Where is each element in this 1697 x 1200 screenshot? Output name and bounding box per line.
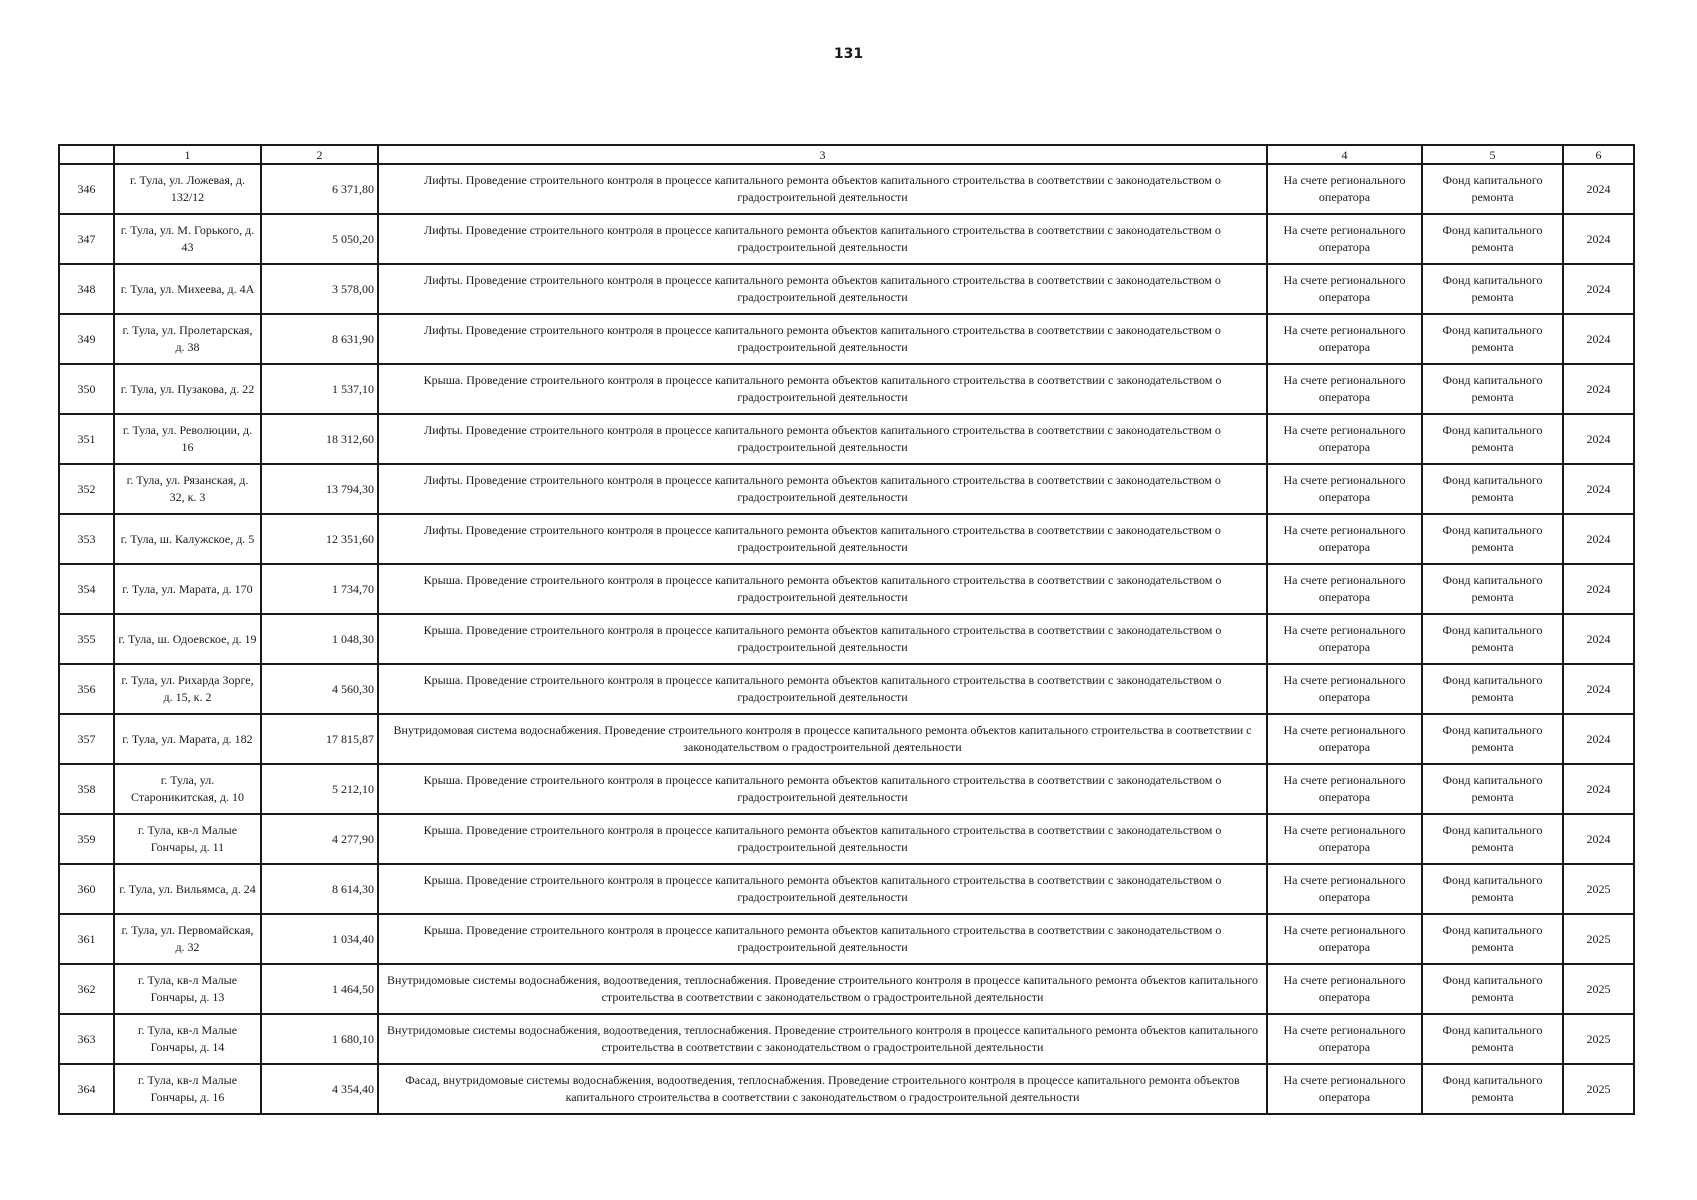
- funding-source-cell: Фонд капитального ремонта: [1422, 164, 1563, 214]
- address-cell: г. Тула, ш. Одоевское, д. 19: [114, 614, 261, 664]
- work-description-cell: Фасад, внутридомовые системы водоснабжения, водоотведения, теплоснабжения. Проведение строительного контроля в процессе капитального ремонта объектов капитального строительства в соответствии с законодательством о градостроительной деятельности: [378, 1064, 1267, 1114]
- row-number: 353: [59, 514, 114, 564]
- address-cell: г. Тула, ул. Пузакова, д. 22: [114, 364, 261, 414]
- account-cell: На счете регионального оператора: [1267, 364, 1422, 414]
- row-number: 346: [59, 164, 114, 214]
- year-cell: 2025: [1563, 1014, 1634, 1064]
- row-number: 358: [59, 764, 114, 814]
- work-schedule-table: [58, 144, 1635, 1115]
- row-number: 359: [59, 814, 114, 864]
- amount-cell: 12 351,60: [261, 514, 378, 564]
- header-cell-address: 1: [114, 145, 261, 164]
- address-cell: г. Тула, ул. Первомайская, д. 32: [114, 914, 261, 964]
- row-number: 350: [59, 364, 114, 414]
- address-cell: г. Тула, ул. Революции, д. 16: [114, 414, 261, 464]
- work-description-cell: Внутридомовая система водоснабжения. Проведение строительного контроля в процессе капитального ремонта объектов капитального строительства в соответствии с законодательством о градостроительной деятельности: [378, 714, 1267, 764]
- year-cell: 2025: [1563, 964, 1634, 1014]
- row-number: 349: [59, 314, 114, 364]
- work-description-cell: Крыша. Проведение строительного контроля в процессе капитального ремонта объектов капитального строительства в соответствии с законодательством о градостроительной деятельности: [378, 864, 1267, 914]
- table-row: [59, 814, 1634, 864]
- work-description-cell: Внутридомовые системы водоснабжения, водоотведения, теплоснабжения. Проведение строительного контроля в процессе капитального ремонта объектов капитального строительства в соответствии с законодательством о градостроительной деятельности: [378, 964, 1267, 1014]
- header-row: [59, 145, 1634, 164]
- year-cell: 2024: [1563, 314, 1634, 364]
- row-number: 361: [59, 914, 114, 964]
- amount-cell: 1 680,10: [261, 1014, 378, 1064]
- work-description-cell: Внутридомовые системы водоснабжения, водоотведения, теплоснабжения. Проведение строительного контроля в процессе капитального ремонта объектов капитального строительства в соответствии с законодательством о градостроительной деятельности: [378, 1014, 1267, 1064]
- table-row: [59, 1064, 1634, 1114]
- amount-cell: 1 464,50: [261, 964, 378, 1014]
- funding-source-cell: Фонд капитального ремонта: [1422, 214, 1563, 264]
- table-row: [59, 214, 1634, 264]
- address-cell: г. Тула, ул. Ложевая, д. 132/12: [114, 164, 261, 214]
- amount-cell: 3 578,00: [261, 264, 378, 314]
- row-number: 352: [59, 464, 114, 514]
- row-number: 356: [59, 664, 114, 714]
- address-cell: г. Тула, кв-л Малые Гончары, д. 16: [114, 1064, 261, 1114]
- work-description-cell: Крыша. Проведение строительного контроля в процессе капитального ремонта объектов капитального строительства в соответствии с законодательством о градостроительной деятельности: [378, 664, 1267, 714]
- funding-source-cell: Фонд капитального ремонта: [1422, 614, 1563, 664]
- account-cell: На счете регионального оператора: [1267, 214, 1422, 264]
- year-cell: 2024: [1563, 164, 1634, 214]
- funding-source-cell: Фонд капитального ремонта: [1422, 814, 1563, 864]
- header-cell-amount: 2: [261, 145, 378, 164]
- funding-source-cell: Фонд капитального ремонта: [1422, 1014, 1563, 1064]
- amount-cell: 1 034,40: [261, 914, 378, 964]
- account-cell: На счете регионального оператора: [1267, 914, 1422, 964]
- amount-cell: 5 212,10: [261, 764, 378, 814]
- funding-source-cell: Фонд капитального ремонта: [1422, 514, 1563, 564]
- work-description-cell: Лифты. Проведение строительного контроля в процессе капитального ремонта объектов капитального строительства в соответствии с законодательством о градостроительной деятельности: [378, 314, 1267, 364]
- account-cell: На счете регионального оператора: [1267, 1014, 1422, 1064]
- row-number: 348: [59, 264, 114, 314]
- account-cell: На счете регионального оператора: [1267, 414, 1422, 464]
- row-number: 362: [59, 964, 114, 1014]
- work-description-cell: Лифты. Проведение строительного контроля в процессе капитального ремонта объектов капитального строительства в соответствии с законодательством о градостроительной деятельности: [378, 214, 1267, 264]
- address-cell: г. Тула, ул. Пролетарская, д. 38: [114, 314, 261, 364]
- work-description-cell: Крыша. Проведение строительного контроля в процессе капитального ремонта объектов капитального строительства в соответствии с законодательством о градостроительной деятельности: [378, 814, 1267, 864]
- account-cell: На счете регионального оператора: [1267, 164, 1422, 214]
- header-cell-row-number: [59, 145, 114, 164]
- account-cell: На счете регионального оператора: [1267, 514, 1422, 564]
- address-cell: г. Тула, ул. Вильямса, д. 24: [114, 864, 261, 914]
- funding-source-cell: Фонд капитального ремонта: [1422, 464, 1563, 514]
- amount-cell: 1 537,10: [261, 364, 378, 414]
- row-number: 351: [59, 414, 114, 464]
- amount-cell: 4 277,90: [261, 814, 378, 864]
- year-cell: 2024: [1563, 264, 1634, 314]
- funding-source-cell: Фонд капитального ремонта: [1422, 964, 1563, 1014]
- table-row: [59, 714, 1634, 764]
- table-body: [59, 164, 1634, 1114]
- address-cell: г. Тула, кв-л Малые Гончары, д. 13: [114, 964, 261, 1014]
- amount-cell: 5 050,20: [261, 214, 378, 264]
- year-cell: 2024: [1563, 364, 1634, 414]
- amount-cell: 1 048,30: [261, 614, 378, 664]
- table-header: [59, 145, 1634, 164]
- address-cell: г. Тула, ул. Михеева, д. 4А: [114, 264, 261, 314]
- amount-cell: 1 734,70: [261, 564, 378, 614]
- year-cell: 2024: [1563, 214, 1634, 264]
- row-number: 354: [59, 564, 114, 614]
- account-cell: На счете регионального оператора: [1267, 964, 1422, 1014]
- work-description-cell: Крыша. Проведение строительного контроля в процессе капитального ремонта объектов капитального строительства в соответствии с законодательством о градостроительной деятельности: [378, 764, 1267, 814]
- table-row: [59, 864, 1634, 914]
- address-cell: г. Тула, кв-л Малые Гончары, д. 14: [114, 1014, 261, 1064]
- row-number: 347: [59, 214, 114, 264]
- year-cell: 2025: [1563, 914, 1634, 964]
- funding-source-cell: Фонд капитального ремонта: [1422, 664, 1563, 714]
- address-cell: г. Тула, ул. Староникитская, д. 10: [114, 764, 261, 814]
- table-row: [59, 264, 1634, 314]
- year-cell: 2024: [1563, 714, 1634, 764]
- funding-source-cell: Фонд капитального ремонта: [1422, 864, 1563, 914]
- year-cell: 2024: [1563, 564, 1634, 614]
- work-description-cell: Лифты. Проведение строительного контроля в процессе капитального ремонта объектов капитального строительства в соответствии с законодательством о градостроительной деятельности: [378, 414, 1267, 464]
- account-cell: На счете регионального оператора: [1267, 314, 1422, 364]
- table-row: [59, 464, 1634, 514]
- work-description-cell: Крыша. Проведение строительного контроля в процессе капитального ремонта объектов капитального строительства в соответствии с законодательством о градостроительной деятельности: [378, 364, 1267, 414]
- funding-source-cell: Фонд капитального ремонта: [1422, 914, 1563, 964]
- address-cell: г. Тула, ул. Рихарда Зорге, д. 15, к. 2: [114, 664, 261, 714]
- table-row: [59, 514, 1634, 564]
- year-cell: 2024: [1563, 464, 1634, 514]
- work-description-cell: Лифты. Проведение строительного контроля в процессе капитального ремонта объектов капитального строительства в соответствии с законодательством о градостроительной деятельности: [378, 514, 1267, 564]
- account-cell: На счете регионального оператора: [1267, 864, 1422, 914]
- table-row: [59, 314, 1634, 364]
- year-cell: 2024: [1563, 764, 1634, 814]
- table-row: [59, 164, 1634, 214]
- year-cell: 2024: [1563, 814, 1634, 864]
- work-description-cell: Крыша. Проведение строительного контроля в процессе капитального ремонта объектов капитального строительства в соответствии с законодательством о градостроительной деятельности: [378, 614, 1267, 664]
- work-description-cell: Лифты. Проведение строительного контроля в процессе капитального ремонта объектов капитального строительства в соответствии с законодательством о градостроительной деятельности: [378, 264, 1267, 314]
- table-row: [59, 564, 1634, 614]
- address-cell: г. Тула, ул. Марата, д. 170: [114, 564, 261, 614]
- table-row: [59, 364, 1634, 414]
- work-description-cell: Крыша. Проведение строительного контроля в процессе капитального ремонта объектов капитального строительства в соответствии с законодательством о градостроительной деятельности: [378, 914, 1267, 964]
- page-number: 131: [833, 46, 864, 62]
- amount-cell: 18 312,60: [261, 414, 378, 464]
- amount-cell: 4 560,30: [261, 664, 378, 714]
- header-cell-year: 6: [1563, 145, 1634, 164]
- year-cell: 2024: [1563, 614, 1634, 664]
- amount-cell: 13 794,30: [261, 464, 378, 514]
- account-cell: На счете регионального оператора: [1267, 614, 1422, 664]
- account-cell: На счете регионального оператора: [1267, 264, 1422, 314]
- funding-source-cell: Фонд капитального ремонта: [1422, 314, 1563, 364]
- funding-source-cell: Фонд капитального ремонта: [1422, 264, 1563, 314]
- amount-cell: 4 354,40: [261, 1064, 378, 1114]
- amount-cell: 8 614,30: [261, 864, 378, 914]
- table-row: [59, 964, 1634, 1014]
- table-row: [59, 764, 1634, 814]
- year-cell: 2025: [1563, 864, 1634, 914]
- table-row: [59, 614, 1634, 664]
- header-cell-account: 4: [1267, 145, 1422, 164]
- account-cell: На счете регионального оператора: [1267, 664, 1422, 714]
- funding-source-cell: Фонд капитального ремонта: [1422, 564, 1563, 614]
- address-cell: г. Тула, ул. Рязанская, д. 32, к. 3: [114, 464, 261, 514]
- amount-cell: 17 815,87: [261, 714, 378, 764]
- row-number: 364: [59, 1064, 114, 1114]
- work-description-cell: Лифты. Проведение строительного контроля в процессе капитального ремонта объектов капитального строительства в соответствии с законодательством о градостроительной деятельности: [378, 464, 1267, 514]
- account-cell: На счете регионального оператора: [1267, 814, 1422, 864]
- row-number: 360: [59, 864, 114, 914]
- account-cell: На счете регионального оператора: [1267, 764, 1422, 814]
- year-cell: 2025: [1563, 1064, 1634, 1114]
- amount-cell: 6 371,80: [261, 164, 378, 214]
- year-cell: 2024: [1563, 664, 1634, 714]
- year-cell: 2024: [1563, 414, 1634, 464]
- account-cell: На счете регионального оператора: [1267, 564, 1422, 614]
- row-number: 363: [59, 1014, 114, 1064]
- funding-source-cell: Фонд капитального ремонта: [1422, 714, 1563, 764]
- work-description-cell: Лифты. Проведение строительного контроля в процессе капитального ремонта объектов капитального строительства в соответствии с законодательством о градостроительной деятельности: [378, 164, 1267, 214]
- account-cell: На счете регионального оператора: [1267, 714, 1422, 764]
- work-description-cell: Крыша. Проведение строительного контроля в процессе капитального ремонта объектов капитального строительства в соответствии с законодательством о градостроительной деятельности: [378, 564, 1267, 614]
- table-row: [59, 914, 1634, 964]
- row-number: 357: [59, 714, 114, 764]
- address-cell: г. Тула, ул. Марата, д. 182: [114, 714, 261, 764]
- address-cell: г. Тула, ш. Калужское, д. 5: [114, 514, 261, 564]
- funding-source-cell: Фонд капитального ремонта: [1422, 764, 1563, 814]
- address-cell: г. Тула, кв-л Малые Гончары, д. 11: [114, 814, 261, 864]
- account-cell: На счете регионального оператора: [1267, 1064, 1422, 1114]
- funding-source-cell: Фонд капитального ремонта: [1422, 414, 1563, 464]
- funding-source-cell: Фонд капитального ремонта: [1422, 1064, 1563, 1114]
- amount-cell: 8 631,90: [261, 314, 378, 364]
- header-cell-funding-source: 5: [1422, 145, 1563, 164]
- header-cell-work-type: 3: [378, 145, 1267, 164]
- funding-source-cell: Фонд капитального ремонта: [1422, 364, 1563, 414]
- table-row: [59, 664, 1634, 714]
- address-cell: г. Тула, ул. М. Горького, д. 43: [114, 214, 261, 264]
- row-number: 355: [59, 614, 114, 664]
- year-cell: 2024: [1563, 514, 1634, 564]
- table-row: [59, 1014, 1634, 1064]
- table-row: [59, 414, 1634, 464]
- account-cell: На счете регионального оператора: [1267, 464, 1422, 514]
